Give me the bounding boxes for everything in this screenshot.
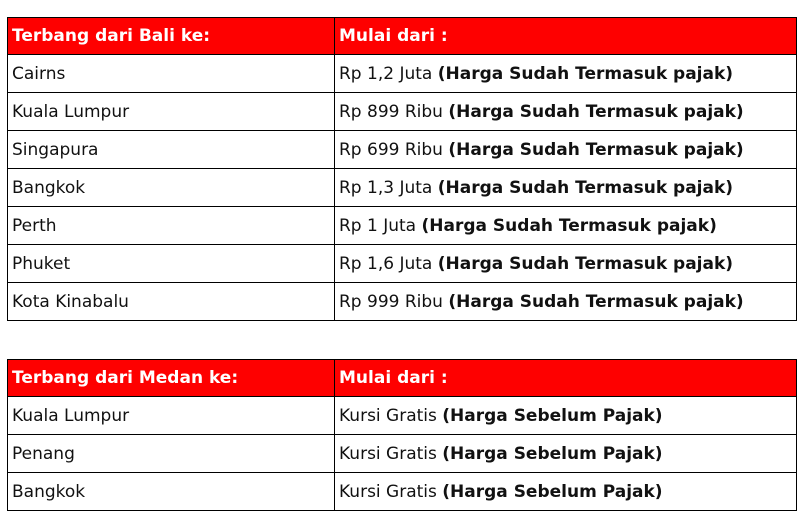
destination-cell: Phuket [8,245,335,283]
table-row [8,131,797,169]
price-value: Rp 999 Ribu [339,291,443,312]
price-note: (Harga Sudah Termasuk pajak) [448,139,744,160]
destination-cell: Perth [8,207,335,245]
price-note: (Harga Sudah Termasuk pajak) [437,253,734,274]
price-value: Rp 1,6 Juta [339,253,433,274]
destination-cell: Kuala Lumpur [8,397,335,435]
header-price: Mulai dari : [335,360,797,397]
table-row [8,207,797,245]
price-cell [335,473,797,511]
table-row [8,397,797,435]
bali-fare-table [7,17,797,321]
price-note: (Harga Sudah Termasuk pajak) [448,101,744,122]
table-row [8,93,797,131]
header-destination: Terbang dari Bali ke: [8,18,335,55]
destination-cell: Kuala Lumpur [8,93,335,131]
price-cell [335,131,797,169]
price-cell [335,435,797,473]
price-cell [335,169,797,207]
price-note: (Harga Sudah Termasuk pajak) [421,215,717,236]
price-cell [335,283,797,321]
price-note: (Harga Sebelum Pajak) [442,481,663,502]
table-row [8,245,797,283]
table-header-row [8,360,797,397]
price-value: Rp 1 Juta [339,215,417,236]
price-value: Rp 699 Ribu [339,139,443,160]
header-destination: Terbang dari Medan ke: [8,360,335,397]
table-row [8,283,797,321]
destination-cell: Bangkok [8,473,335,511]
header-price: Mulai dari : [335,18,797,55]
price-cell [335,397,797,435]
table-row [8,55,797,93]
price-value: Kursi Gratis [339,405,437,426]
price-note: (Harga Sudah Termasuk pajak) [448,291,744,312]
price-cell [335,93,797,131]
price-value: Rp 1,2 Juta [339,63,433,84]
table-row [8,169,797,207]
price-cell [335,207,797,245]
price-note: (Harga Sebelum Pajak) [442,443,663,464]
destination-cell: Penang [8,435,335,473]
table-row [8,473,797,511]
price-note: (Harga Sebelum Pajak) [442,405,663,426]
price-cell [335,55,797,93]
price-cell [335,245,797,283]
price-note: (Harga Sudah Termasuk pajak) [437,177,734,198]
price-value: Kursi Gratis [339,443,437,464]
price-value: Kursi Gratis [339,481,437,502]
price-value: Rp 1,3 Juta [339,177,433,198]
medan-fare-table [7,359,797,511]
destination-cell: Bangkok [8,169,335,207]
destination-cell: Singapura [8,131,335,169]
table-row [8,435,797,473]
destination-cell: Kota Kinabalu [8,283,335,321]
table-header-row [8,18,797,55]
price-note: (Harga Sudah Termasuk pajak) [437,63,734,84]
destination-cell: Cairns [8,55,335,93]
price-value: Rp 899 Ribu [339,101,443,122]
